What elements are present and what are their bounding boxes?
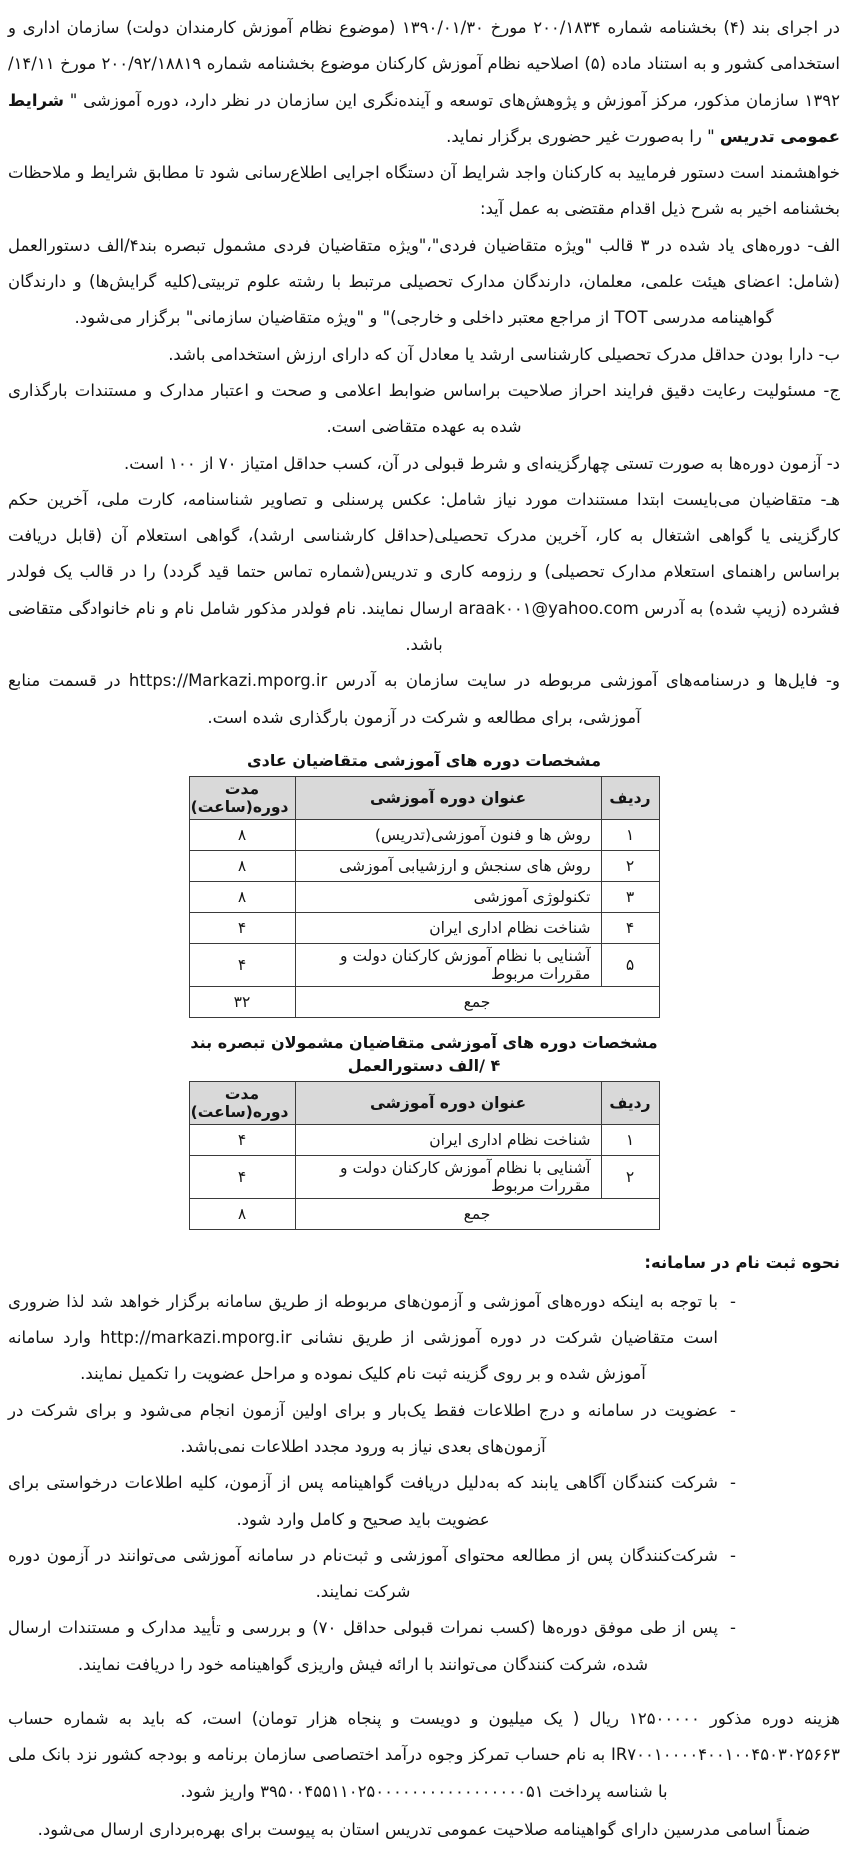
course-name: شرایط عمومی تدریس <box>8 90 840 146</box>
site-url: https://Markazi.mporg.ir <box>128 671 328 691</box>
item-jim: ج- مسئولیت رعایت دقیق فرایند احراز صلاحیت براساس ضوابط اعلامی و صحت و اعتبار مدارک و مستندات بارگذاری شده به عهده متقاضی است. <box>8 380 840 437</box>
dash-bullet-icon: - <box>730 1618 736 1638</box>
table-row <box>189 882 659 913</box>
email-address: araak۰۰۱@yahoo.com <box>458 598 639 618</box>
dash-bullet-icon: - <box>730 1291 736 1311</box>
course-table-regular <box>189 776 660 1018</box>
paragraph-intro <box>8 10 840 155</box>
row-number: ۳ <box>601 882 659 913</box>
table1-title: مشخصات دوره های آموزشی متقاضیان عادی <box>247 750 601 770</box>
header-row-number: ردیف <box>601 1082 659 1125</box>
course-title: روش ها و فنون آموزشی(تدریس) <box>295 820 601 851</box>
table-total-row <box>189 1199 659 1230</box>
table-row <box>189 1156 659 1199</box>
course-hours: ۴ <box>189 1156 295 1199</box>
table2-title: مشخصات دوره های آموزشی متقاضیان مشمولان تبصره بند ۴ /الف دستورالعمل <box>190 1033 658 1075</box>
fee-pre: هزینه دوره مذکور ۱۲۵۰۰۰۰۰ ریال ( یک میلیون و دویست و پنجاه هزار تومان) است، که باید به شماره حساب <box>8 1709 841 1729</box>
row-number: ۲ <box>601 851 659 882</box>
bullet1-post: وارد سامانه آموزش شده و بر روی گزینه ثبت نام کلیک نموده و مراحل عضویت را تکمیل نمایند. <box>8 1328 646 1384</box>
registration-url: http://markazi.mporg.ir <box>100 1328 292 1348</box>
bullet-text: شرکت‌کنندگان پس از مطالعه محتوای آموزشی و ثبت‌نام در سامانه آموزشی می‌توانند در آزمون دوره شرکت نمایند. <box>8 1545 718 1602</box>
bullet1-pre: با توجه به اینکه دوره‌های آموزشی و آزمون‌های مربوطه از طریق سامانه برگزار خواهد شد لذا ضروری است متقاضیان شرکت در دوره آموزشی از طریق نشانی <box>8 1291 718 1348</box>
course-hours: ۴ <box>189 1125 295 1156</box>
intro-text-post: " را به‌صورت غیر حضوری برگزار نماید. <box>446 126 720 146</box>
course-hours: ۸ <box>189 851 295 882</box>
paragraph-closing: ضمناً اسامی مدرسین دارای گواهینامه صلاحیت عمومی تدریس استان به پیوست برای بهره‌برداری ارسال می‌شود. <box>37 1819 811 1839</box>
course-title: روش های سنجش و ارزشیابی آموزشی <box>295 851 601 882</box>
item-he <box>8 482 840 663</box>
bullet-text <box>8 1284 718 1393</box>
row-number: ۲ <box>601 1156 659 1199</box>
fee-post: واریز شود. <box>180 1781 261 1801</box>
table-row <box>189 913 659 944</box>
total-label: جمع <box>295 987 659 1018</box>
table-row <box>189 820 659 851</box>
table-row <box>189 851 659 882</box>
row-number: ۴ <box>601 913 659 944</box>
course-title: شناخت نظام اداری ایران <box>295 1125 601 1156</box>
dash-bullet-icon: - <box>730 1545 736 1565</box>
item-vav-pre: و- فایل‌ها و درسنامه‌های آموزشی مربوطه در سایت سازمان به آدرس <box>327 671 840 691</box>
course-title: تکنولوژی آموزشی <box>295 882 601 913</box>
course-title: شناخت نظام اداری ایران <box>295 913 601 944</box>
course-table-exempt <box>189 1081 660 1230</box>
list-item <box>8 1284 748 1393</box>
course-hours: ۴ <box>189 913 295 944</box>
course-title: آشنایی با نظام آموزش کارکنان دولت و مقررات مربوط <box>295 944 601 987</box>
header-course-title: عنوان دوره آموزشی <box>295 777 601 820</box>
payment-id: ۳۹۵۰۰۴۵۵۱۱۰۲۵۰۰۰۰۰۰۰۰۰۰۰۰۰۰۰۰۰۵۱ <box>260 1781 544 1801</box>
item-he-post: ارسال نمایند. نام فولدر مذکور شامل نام و نام خانوادگی متقاضی باشد. <box>8 598 459 655</box>
list-item <box>8 1610 748 1683</box>
bullet-text: شرکت کنندگان آگاهی یابند که به‌دلیل دریافت گواهینامه پس از آزمون، کلیه اطلاعات درخواستی برای عضویت باید صحیح و کامل وارد شود. <box>8 1473 718 1529</box>
list-item <box>8 1538 748 1611</box>
table-header-row <box>189 1082 659 1125</box>
paragraph-fee <box>8 1701 840 1810</box>
intro-text-pre: در اجرای بند (۴) بخشنامه شماره ۲۰۰/۱۸۳۴ مورخ ۱۳۹۰/۰۱/۳۰ (موضوع نظام آموزش کارمندان دولت) سازمان اداری و استخدامی کشور و به استناد ماده (۵) اصلاحیه نظام آموزش کارکنان موضوع بخشنامه شماره ۲۰۰/۹۲/۱۸۸۱۹ مورخ ۱۴/۱۱/ ۱۳۹۲ سازمان مذکور، مرکز آموزش و پژوهش‌های توسعه و آینده‌نگری این سازمان در نظر دارد، دوره آموزشی " <box>8 18 840 110</box>
dash-bullet-icon: - <box>730 1473 736 1493</box>
course-hours: ۸ <box>189 820 295 851</box>
total-hours: ۳۲ <box>189 987 295 1018</box>
row-number: ۱ <box>601 820 659 851</box>
header-course-title: عنوان دوره آموزشی <box>295 1082 601 1125</box>
table-total-row <box>189 987 659 1018</box>
course-hours: ۸ <box>189 882 295 913</box>
list-item <box>8 1465 748 1538</box>
header-row-number: ردیف <box>601 777 659 820</box>
header-duration: مدت دوره(ساعت) <box>189 1082 295 1125</box>
bullet-text: عضویت در سامانه و درج اطلاعات فقط یک‌بار و برای اولین آزمون انجام می‌شود و برای شرکت در آزمون‌های بعدی نیاز به ورود مجدد اطلاعات نمی‌باشد. <box>8 1400 718 1456</box>
total-label: جمع <box>295 1199 659 1230</box>
item-vav-post: در قسمت منابع آموزشی، برای مطالعه و شرکت در آزمون بارگذاری شده است. <box>8 671 641 727</box>
item-vav <box>8 663 840 736</box>
fee-mid: به نام حساب تمرکز وجوه درآمد اختصاصی سازمان برنامه و بودجه کشور نزد بانک ملی با شناسه پرداخت <box>8 1745 668 1801</box>
dash-bullet-icon: - <box>730 1400 736 1420</box>
total-hours: ۸ <box>189 1199 295 1230</box>
paragraph-request: خواهشمند است دستور فرمایید به کارکنان واجد شرایط آن دستگاه اجرایی اطلاع‌رسانی شود تا مطابق شرایط و ملاحظات بخشنامه اخیر به شرح ذیل اقدام مقتضی به عمل آید: <box>8 163 840 219</box>
registration-bullets <box>8 1284 840 1683</box>
course-hours: ۴ <box>189 944 295 987</box>
row-number: ۵ <box>601 944 659 987</box>
item-be: ب- دارا بودن حداقل مدرک تحصیلی کارشناسی ارشد یا معادل آن که دارای ارزش استخدامی باشد. <box>168 344 840 364</box>
table-header-row <box>189 777 659 820</box>
table-row <box>189 1125 659 1156</box>
header-duration: مدت دوره(ساعت) <box>189 777 295 820</box>
list-item <box>8 1393 748 1466</box>
course-title: آشنایی با نظام آموزش کارکنان دولت و مقررات مربوط <box>295 1156 601 1199</box>
item-dal: د- آزمون دوره‌ها به صورت تستی چهارگزینه‌ای و شرط قبولی در آن، کسب حداقل امتیاز ۷۰ از ۱۰۰ است. <box>124 453 840 473</box>
item-alef: الف- دوره‌های یاد شده در ۳ قالب "ویژه متقاضیان فردی"،"ویژه متقاضیان فردی مشمول تبصره بند۴/الف دستورالعمل (شامل: اعضای هیئت علمی، معلمان، دارندگان مدارک تحصیلی مرتبط با رشته علوم تربیتی(کلیه گرایش‌ها) و دارندگان گواهینامه مدرسی TOT از مراجع معتبر داخلی و خارجی)" و "ویژه متقاضیان سازمانی" برگزار می‌شود. <box>8 235 841 328</box>
registration-heading: نحوه ثبت نام در سامانه: <box>644 1253 840 1273</box>
item-he-pre: هـ- متقاضیان می‌بایست ابتدا مستندات مورد نیاز شامل: عکس پرسنلی و تصاویر شناسنامه، کارت ملی، آخرین حکم کارگزینی یا گواهی اشتغال به کار، آخرین مدرک تحصیلی(حداقل کارشناسی ارشد)، گواهی استعلام آن (قابل دریافت براساس راهنمای استعلام مدارک تحصیلی) و رزومه کاری و تدریس(شماره تماس حتما قید گردد) را در قالب یک فولدر فشرده (زیپ شده) به آدرس <box>8 489 840 618</box>
row-number: ۱ <box>601 1125 659 1156</box>
table-row <box>189 944 659 987</box>
iban-number: IR۷۰۰۱۰۰۰۰۴۰۰۱۰۰۴۵۰۳۰۲۵۶۶۳ <box>610 1745 840 1765</box>
bullet-text: پس از طی موفق دوره‌ها (کسب نمرات قبولی حداقل ۷۰) و بررسی و تأیید مدارک و مستندات ارسال شده، شرکت کنندگان می‌توانند با ارائه فیش واریزی گواهینامه خود را دریافت نمایند. <box>8 1618 718 1674</box>
